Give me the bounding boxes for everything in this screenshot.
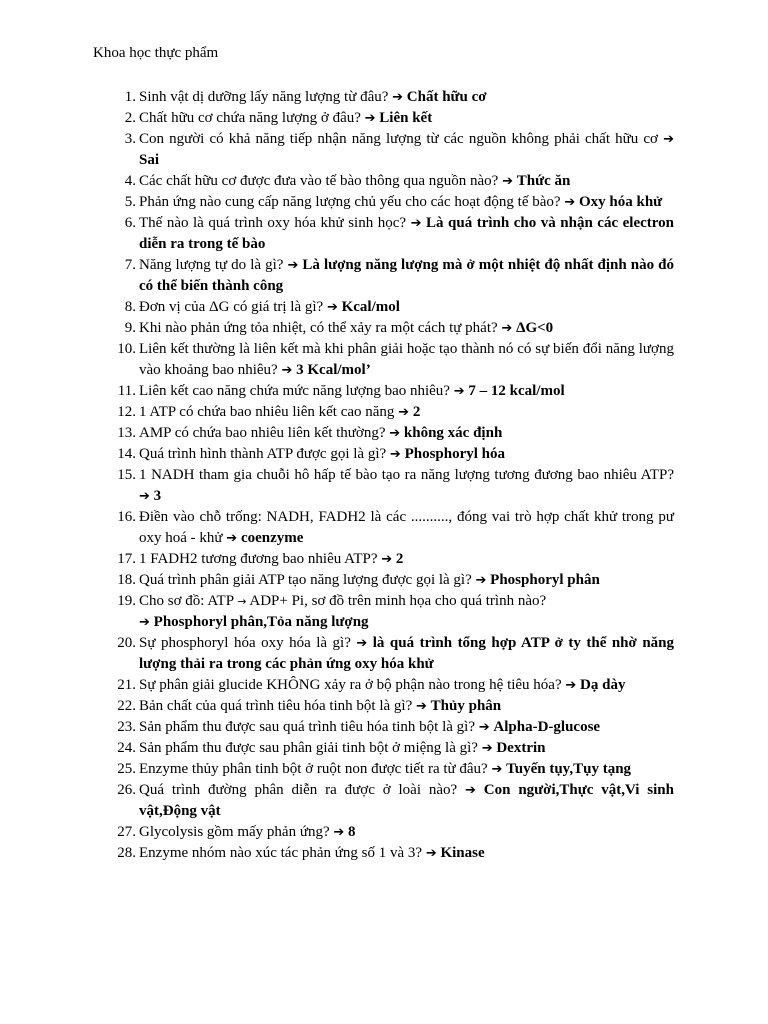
question-text: Sinh vật dị dưỡng lấy năng lượng từ đâu?	[139, 89, 393, 105]
answer-text: coenzyme	[240, 530, 304, 546]
right-arrow-icon: ➔	[392, 90, 404, 105]
item-number: 27.	[117, 824, 136, 840]
answer-text: Là lượng năng lượng mà ở một nhiệt độ nhất định nào đó có thể biến thành công	[139, 257, 674, 294]
item-number: 16.	[117, 509, 136, 525]
item-number: 2.	[124, 110, 136, 126]
right-arrow-icon: ➔	[389, 426, 401, 441]
item-number: 8.	[124, 299, 136, 315]
question-text	[139, 593, 546, 609]
right-arrow-icon: ➔	[226, 531, 238, 546]
right-arrow-icon: ➔	[425, 846, 437, 861]
question-text: Liên kết thường là liên kết mà khi phân giải hoặc tạo thành nó có sự biến đổi năng lượng vào khoảng bao nhiêu?	[139, 341, 674, 378]
question-text-part: ADP+ Pi, sơ đồ trên minh họa cho quá trình nào?	[246, 593, 547, 609]
list-item	[117, 465, 674, 507]
answer-text: Là quá trình cho và nhận các electron diễn ra trong tế bào	[139, 215, 674, 252]
item-number: 25.	[117, 761, 136, 777]
list-item	[117, 696, 674, 717]
list-item	[124, 129, 674, 171]
list-item	[124, 297, 674, 318]
answer-text: Alpha-D-glucose	[493, 719, 601, 735]
right-arrow-icon: ➔	[475, 573, 487, 588]
question-text: Quá trình hình thành ATP được gọi là gì?	[139, 446, 390, 462]
answer-text: 3	[153, 488, 162, 504]
list-item	[117, 822, 674, 843]
right-arrow-icon: ➔	[281, 363, 293, 378]
right-arrow-icon: ➔	[333, 825, 345, 840]
item-number: 4.	[124, 173, 136, 189]
answer-text: 7 – 12 kcal/mol	[468, 383, 565, 399]
list-item	[117, 381, 674, 402]
question-text: Liên kết cao năng chứa mức năng lượng bao nhiêu?	[139, 383, 454, 399]
answer-text: Dextrin	[496, 740, 546, 756]
answer-text: Phosphoryl phân	[490, 572, 600, 588]
item-number: 7.	[124, 257, 136, 273]
answer-text: Liên kết	[379, 110, 433, 126]
item-number: 10.	[117, 341, 136, 357]
item-number: 6.	[124, 215, 136, 231]
item-number: 1.	[124, 89, 136, 105]
question-text: Glycolysis gồm mấy phản ứng?	[139, 824, 334, 840]
list-item	[117, 717, 674, 738]
right-arrow-icon: ➔	[502, 174, 513, 189]
right-arrow-icon: ➔	[453, 384, 465, 399]
answer-text: 8	[348, 824, 356, 840]
right-arrow-icon: ➔	[416, 699, 427, 714]
reaction-arrow-icon: →	[237, 595, 247, 608]
item-number: 15.	[117, 467, 136, 483]
answer-text: Oxy hóa khử	[578, 194, 663, 210]
question-text: Năng lượng tự do là gì?	[139, 257, 288, 273]
question-text: Quá trình đường phân diễn ra được ở loài nào?	[139, 782, 466, 798]
question-list	[117, 87, 674, 864]
item-number: 3.	[124, 131, 136, 147]
item-number: 5.	[124, 194, 136, 210]
answer-text: không xác định	[403, 425, 503, 441]
question-text: Enzyme thủy phân tinh bột ở ruột non được tiết ra từ đâu?	[139, 761, 492, 777]
right-arrow-icon: ➔	[410, 216, 422, 231]
item-number: 24.	[117, 740, 136, 756]
list-item	[117, 339, 674, 381]
list-item	[124, 318, 674, 339]
question-text: Sự phosphoryl hóa oxy hóa là gì?	[139, 635, 357, 651]
item-number: 22.	[117, 698, 136, 714]
answer-line	[139, 612, 674, 633]
item-number: 14.	[117, 446, 136, 462]
question-text: 1 ATP có chứa bao nhiêu liên kết cao năng	[139, 404, 399, 420]
answer-text: Dạ dày	[580, 677, 626, 693]
list-item	[117, 633, 674, 675]
question-text-part: Cho sơ đồ: ATP	[139, 593, 238, 609]
question-text: Sản phẩm thu được sau phân giải tinh bột ở miệng là gì?	[139, 740, 482, 756]
question-text: Sự phân giải glucide KHÔNG xảy ra ở bộ phận nào trong hệ tiêu hóa?	[139, 677, 566, 693]
question-text: Các chất hữu cơ được đưa vào tế bào thông qua nguồn nào?	[139, 173, 503, 189]
question-text: Thế nào là quá trình oxy hóa khử sinh học?	[139, 215, 411, 231]
answer-text: Phosphoryl phân,Tỏa năng lượng	[153, 614, 369, 630]
right-arrow-icon: ➔	[501, 321, 513, 336]
list-item	[124, 192, 674, 213]
list-item	[117, 444, 674, 465]
right-arrow-icon: ➔	[139, 489, 150, 504]
question-text: Bản chất của quá trình tiêu hóa tinh bột là gì?	[139, 698, 417, 714]
answer-text: 2	[395, 551, 404, 567]
item-number: 9.	[124, 320, 136, 336]
question-text: 1 NADH tham gia chuỗi hô hấp tế bào tạo ra năng lượng tương đương bao nhiêu ATP?	[139, 467, 674, 483]
question-text: AMP có chứa bao nhiêu liên kết thường?	[139, 425, 390, 441]
right-arrow-icon: ➔	[389, 447, 401, 462]
right-arrow-icon: ➔	[663, 132, 674, 147]
answer-text: Kinase	[440, 845, 485, 861]
right-arrow-icon: ➔	[478, 720, 490, 735]
answer-text: Thức ăn	[516, 173, 571, 189]
item-number: 13.	[117, 425, 136, 441]
document-title: Khoa học thực phẩm	[93, 45, 219, 61]
list-item	[117, 843, 674, 864]
item-number: 12.	[117, 404, 136, 420]
list-item	[124, 108, 674, 129]
answer-text: 3 Kcal/mol’	[296, 362, 371, 378]
list-item	[117, 675, 674, 696]
list-item	[124, 87, 674, 108]
item-number: 23.	[117, 719, 136, 735]
right-arrow-icon: ➔	[398, 405, 410, 420]
list-item	[124, 213, 674, 255]
item-number: 18.	[117, 572, 136, 588]
answer-text: Phosphoryl hóa	[404, 446, 506, 462]
question-text: Khi nào phản ứng tỏa nhiệt, có thể xảy ra một cách tự phát?	[139, 320, 502, 336]
list-item	[124, 255, 674, 297]
right-arrow-icon: ➔	[381, 552, 393, 567]
list-item	[124, 171, 674, 192]
list-item	[117, 570, 674, 591]
item-number: 28.	[117, 845, 136, 861]
item-number: 20.	[117, 635, 136, 651]
question-text: Quá trình phân giải ATP tạo năng lượng được gọi là gì?	[139, 572, 476, 588]
answer-text: Chất hữu cơ	[406, 89, 487, 105]
right-arrow-icon: ➔	[481, 741, 493, 756]
item-number: 17.	[117, 551, 136, 567]
list-item	[117, 591, 674, 633]
question-text: Đơn vị của ΔG có giá trị là gì?	[139, 299, 327, 315]
right-arrow-icon: ➔	[364, 111, 376, 126]
right-arrow-icon: ➔	[565, 678, 577, 693]
right-arrow-icon: ➔	[564, 195, 576, 210]
question-text: Enzyme nhóm nào xúc tác phản ứng số 1 và 3?	[139, 845, 426, 861]
right-arrow-icon: ➔	[326, 300, 338, 315]
answer-text: Thủy phân	[430, 698, 502, 714]
item-number: 26.	[117, 782, 136, 798]
question-text: Con người có khả năng tiếp nhận năng lượng từ các nguồn không phải chất hữu cơ	[139, 131, 664, 147]
right-arrow-icon: ➔	[465, 783, 476, 798]
answer-text: Sai	[139, 152, 160, 168]
list-item	[117, 780, 674, 822]
answer-text: Tuyến tụy,Tụy tạng	[506, 761, 632, 777]
list-item	[117, 402, 674, 423]
answer-text: Con người,Thực vật,Vi sinh vật,Động vật	[139, 782, 674, 819]
question-text: Phản ứng nào cung cấp năng lượng chủ yếu cho các hoạt động tế bào?	[139, 194, 565, 210]
item-number: 19.	[117, 593, 136, 609]
item-number: 11.	[117, 383, 136, 399]
question-text: Chất hữu cơ chứa năng lượng ở đâu?	[139, 110, 365, 126]
right-arrow-icon: ➔	[287, 258, 299, 273]
right-arrow-icon: ➔	[139, 615, 150, 630]
list-item	[117, 423, 674, 444]
answer-text: là quá trình tổng hợp ATP ở ty thể nhờ năng lượng thải ra trong các phản ứng oxy hóa khử	[139, 635, 674, 672]
list-item	[117, 738, 674, 759]
list-item	[117, 549, 674, 570]
answer-text: Kcal/mol	[341, 299, 400, 315]
item-number: 21.	[117, 677, 136, 693]
answer-text: 2	[412, 404, 421, 420]
right-arrow-icon: ➔	[356, 636, 368, 651]
question-text: 1 FADH2 tương đương bao nhiêu ATP?	[139, 551, 382, 567]
answer-text: ΔG<0	[516, 320, 554, 336]
list-item	[117, 507, 674, 549]
question-text: Điền vào chỗ trống: NADH, FADH2 là các .........., đóng vai trò hợp chất khử trong pư oxy hoá - khử	[139, 509, 674, 546]
question-text: Sản phẩm thu được sau quá trình tiêu hóa tinh bột là gì?	[139, 719, 479, 735]
right-arrow-icon: ➔	[491, 762, 503, 777]
list-item	[117, 759, 674, 780]
